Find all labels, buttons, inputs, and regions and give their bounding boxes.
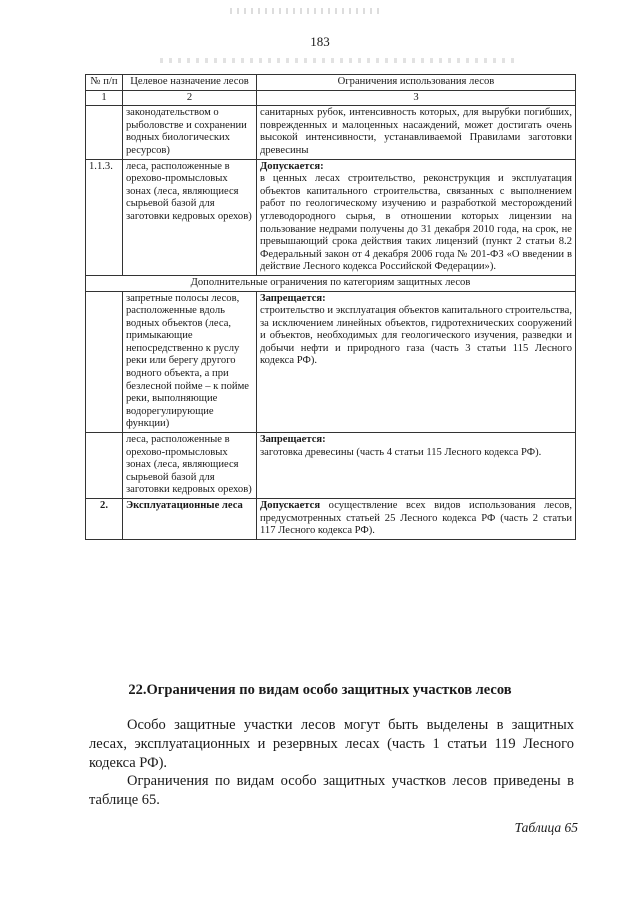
table-row — [86, 291, 576, 433]
table-row — [86, 433, 576, 499]
column-number-row — [86, 90, 576, 106]
row-restriction: заготовка древесины (часть 4 статьи 115 Лесного кодекса РФ). — [260, 446, 542, 458]
restriction-title: Допускается: — [260, 160, 324, 172]
paragraph: Особо защитные участки лесов могут быть выделены в защитных лесах, эксплуатационных и резервных лесах (часть 1 статьи 119 Лесного кодекса РФ). — [89, 717, 574, 771]
col-number-2: 2 — [123, 90, 257, 106]
row-num — [86, 291, 123, 433]
table-caption: Таблица 65 — [514, 820, 578, 835]
row-num — [86, 433, 123, 499]
row-purpose: леса, расположенные в орехово-промысловых зонах (леса, являющиеся сырьевой базой для заготовки кедровых орехов) — [123, 433, 257, 499]
page-number: 183 — [310, 34, 330, 49]
scan-noise-header — [160, 58, 520, 63]
restrictions-table — [85, 74, 576, 540]
paragraph: Ограничения по видам особо защитных участков лесов приведены в таблице 65. — [89, 773, 574, 808]
header-restrictions: Ограничения использования лесов — [257, 75, 576, 91]
row-purpose: Эксплуатационные леса — [123, 499, 257, 540]
subheader-row — [86, 275, 576, 291]
row-restriction-cell — [257, 159, 576, 275]
row-num: 2. — [86, 499, 123, 540]
header-num: № п/п — [86, 75, 123, 91]
row-purpose: законодательством о рыболовстве и сохранении водных биологических ресурсов) — [123, 106, 257, 159]
row-restriction: строительство и эксплуатация объектов капитального строительства, за исключением линейных объектов, гидротехнических сооружений и объектов, необходимых для геологического изучения, разведки и добычи нефти и природного газа (часть 3 статьи 115 Лесного кодекса РФ). — [260, 305, 573, 367]
scan-noise-top — [230, 8, 380, 14]
row-restriction-cell — [257, 291, 576, 433]
row-restriction-cell — [257, 499, 576, 540]
row-restriction: в ценных лесах строительство, реконструкция и эксплуатация объектов капитального строительства, связанных с выполнением работ по геологическому изучению и разработкой месторождений углеводородного сырья, в отношении которых лицензии на пользование недрами получены до 31 декабря 2010 года, на срок, не превышающий срока действия таких лицензий (пункт 2 статьи 8.2 Федеральный закон от 4 декабря 2006 года № 201-ФЗ «О введении в действие Лесного кодекса Российской Федерации»). — [260, 173, 572, 273]
section-heading: 22.Ограничения по видам особо защитных участков лесов — [128, 682, 512, 698]
header-purpose: Целевое назначение лесов — [123, 75, 257, 91]
restriction-title: Запрещается: — [260, 434, 326, 446]
table-row — [86, 159, 576, 275]
restriction-title: Допускается — [260, 500, 321, 511]
row-num — [86, 106, 123, 159]
restriction-title: Запрещается: — [260, 292, 326, 304]
row-purpose: леса, расположенные в орехово-промысловых зонах (леса, являющиеся сырьевой базой для заготовки кедровых орехов) — [123, 159, 257, 275]
row-restriction: санитарных рубок, интенсивность которых, для вырубки погибших, поврежденных и малоценных насаждений, может достигать очень высокой интенсивности, устанавливаемой Правилами заготовки древесины — [257, 106, 576, 159]
table-header-row — [86, 75, 576, 91]
row-num: 1.1.3. — [86, 159, 123, 275]
table-row — [86, 499, 576, 540]
row-restriction-cell — [257, 433, 576, 499]
table-row — [86, 106, 576, 159]
row-restriction: осуществление всех видов использования лесов, предусмотренных статьей 25 Лесного кодекса РФ (часть 2 статьи 117 Лесного кодекса РФ). — [260, 500, 573, 537]
col-number-1: 1 — [86, 90, 123, 106]
row-purpose: запретные полосы лесов, расположенные вдоль водных объектов (леса, примыкающие непосредственно к руслу реки или берегу другого водного объекта, а при безлесной пойме – к пойме реки, выполняющие водорегулирующие функции) — [123, 291, 257, 433]
subheader: Дополнительные ограничения по категориям защитных лесов — [86, 275, 576, 291]
col-number-3: 3 — [257, 90, 576, 106]
